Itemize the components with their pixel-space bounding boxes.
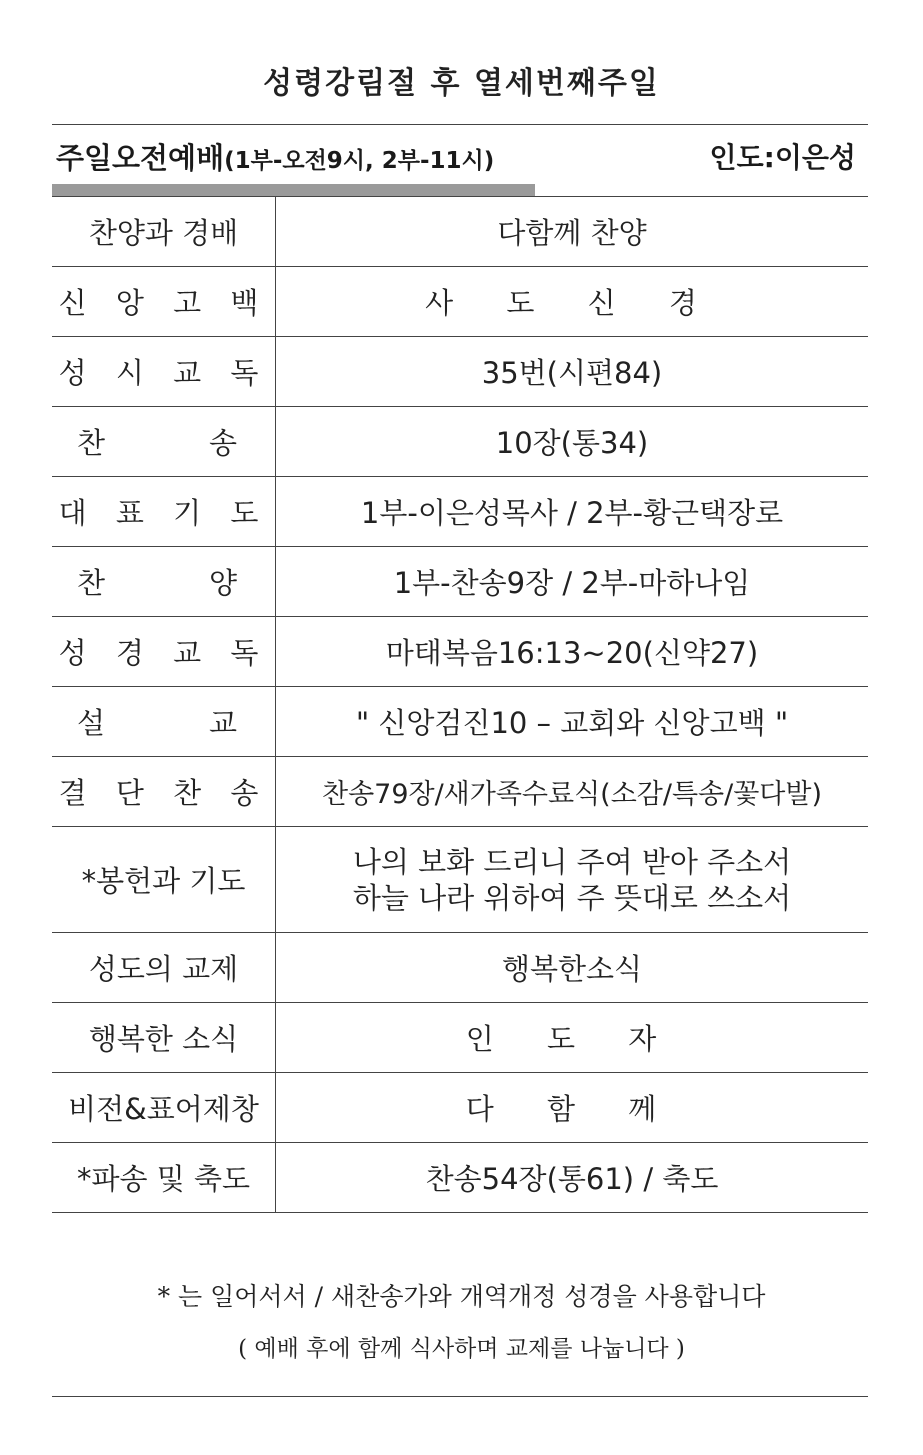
table-row xyxy=(52,407,868,477)
offering-hymn-line: 하늘 나라 위하여 주 뜻대로 쓰소서 xyxy=(352,880,792,915)
order-label xyxy=(52,687,276,757)
order-label: 결 단 찬 송 xyxy=(52,757,276,827)
header-underline-bar xyxy=(52,184,535,196)
service-leader: 인도:이은성 xyxy=(709,141,856,174)
order-label: 행복한 소식 xyxy=(52,1003,276,1073)
order-value: 다 함 께 xyxy=(276,1073,869,1143)
order-label-part: 양 xyxy=(208,566,237,600)
order-value: 10장(통34) xyxy=(276,407,869,477)
meal-note: ( 예배 후에 함께 식사하며 교제를 나눕니다 ) xyxy=(238,1336,685,1362)
order-label-part: 교 xyxy=(208,706,237,740)
top-rule xyxy=(52,124,868,125)
table-row xyxy=(52,547,868,617)
order-of-worship-table xyxy=(52,196,868,1213)
order-label-part: 송 xyxy=(208,426,237,460)
bottom-rule xyxy=(52,1396,868,1397)
order-label: 찬양과 경배 xyxy=(52,197,276,267)
order-label: 비전&표어제창 xyxy=(52,1073,276,1143)
order-value xyxy=(276,827,869,933)
order-label: 신 앙 고 백 xyxy=(52,267,276,337)
order-label: 성 경 교 독 xyxy=(52,617,276,687)
table-row xyxy=(52,337,868,407)
order-value: 1부-이은성목사 / 2부-황근택장로 xyxy=(276,477,869,547)
table-row xyxy=(52,1003,868,1073)
table-row xyxy=(52,1073,868,1143)
page-title: 성령강림절 후 열세번째주일 xyxy=(263,66,660,101)
standing-note: * 는 일어서서 / 새찬송가와 개역개정 성경을 사용합니다 xyxy=(157,1282,766,1311)
offering-hymn-line: 나의 보화 드리니 주여 받아 주소서 xyxy=(352,844,792,879)
order-value: 사 도 신 경 xyxy=(276,267,869,337)
order-label: 성 시 교 독 xyxy=(52,337,276,407)
order-label-part: 찬 xyxy=(77,566,106,600)
order-value: " 신앙검진10 – 교회와 신앙고백 " xyxy=(276,687,869,757)
order-label xyxy=(52,547,276,617)
order-label: *파송 및 축도 xyxy=(52,1143,276,1213)
table-row xyxy=(52,687,868,757)
order-label-part: 찬 xyxy=(77,426,106,460)
order-value: 찬송79장/새가족수료식(소감/특송/꽃다발) xyxy=(276,757,869,827)
table-row xyxy=(52,267,868,337)
order-label xyxy=(52,407,276,477)
table-row xyxy=(52,827,868,933)
service-heading xyxy=(56,136,494,177)
service-times: (1부-오전9시, 2부-11시) xyxy=(224,148,495,174)
order-value: 인 도 자 xyxy=(276,1003,869,1073)
order-value: 35번(시편84) xyxy=(276,337,869,407)
order-value: 행복한소식 xyxy=(276,933,869,1003)
order-label: 대 표 기 도 xyxy=(52,477,276,547)
order-value: 1부-찬송9장 / 2부-마하나임 xyxy=(276,547,869,617)
service-name: 주일오전예배 xyxy=(56,141,225,175)
table-row xyxy=(52,757,868,827)
table-row xyxy=(52,197,868,267)
order-label: *봉헌과 기도 xyxy=(52,827,276,933)
table-row xyxy=(52,617,868,687)
table-row xyxy=(52,477,868,547)
service-header xyxy=(56,136,856,180)
order-label: 성도의 교제 xyxy=(52,933,276,1003)
order-value: 마태복음16:13~20(신약27) xyxy=(276,617,869,687)
order-label-part: 설 xyxy=(77,706,106,740)
table-row xyxy=(52,933,868,1003)
order-value: 찬송54장(통61) / 축도 xyxy=(276,1143,869,1213)
order-value: 다함께 찬양 xyxy=(276,197,869,267)
table-row xyxy=(52,1143,868,1213)
